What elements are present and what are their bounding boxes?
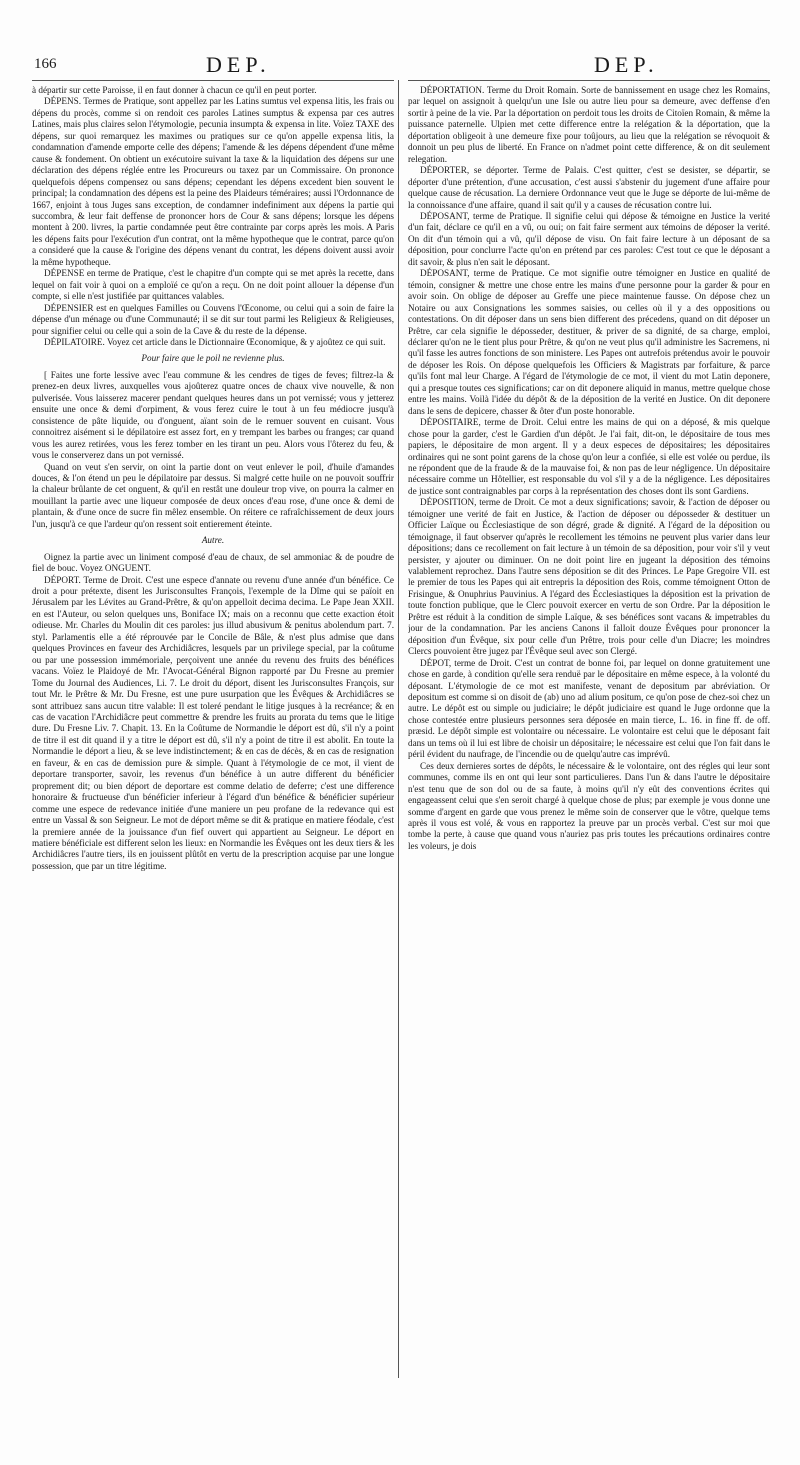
running-head-right: DEP. bbox=[594, 52, 659, 77]
recipe-subheading: Pour faire que le poil ne revienne plus. bbox=[141, 353, 285, 364]
entry-deposant-1: DÉPOSANT, terme de Pratique. Il signifie celui qui dépose & témoigne en Justice la verité d'un fait, déclare ce qu'il en a vû, ou oui; on fait faire serment aux témoins de déposer la verité. On dit d'un témoin qui a vû, qu'il dépose de visu. On fait faire lecture à un déposant de sa déposition, pour conclurre l'acte qu'on en prétend par ces paroles: C'est tout ce que le déposant a dit savoir, & plus n'en sait le déposant. bbox=[408, 210, 770, 267]
header-rule-right bbox=[408, 80, 770, 81]
entry-depilatoire: DÉPILATOIRE. Voyez cet article dans le Dictionnaire Œconomique, & y ajoûtez ce qui suit. bbox=[44, 336, 386, 347]
entry-depot: DÉPOT, terme de Droit. C'est un contrat de bonne foi, par lequel on donne gratuitement une chose en garde, à condition qu'elle sera renduë par le dépositaire en même espece, à la volonté du déposant. L'étymologie de ce mot est manifeste, venant de depositum par abréviation. Or depositum est comme si on disoit de (ab) uno ad alium positum, ce qu'on pose de chez-soi chez un autre. Le dépôt est ou simple ou judiciaire; le dépôt judiciaire est quand le Juge ordonne que la chose contestée entre plusieurs personnes sera déposée en main tierce, L. 16. in fine ff. de off. præsid. Le dépôt simple est volontaire ou nécessaire. Le volontaire est celui que le déposant fait dans un tems où il lui est libre de choisir un dépositaire; le nécessaire est celui que l'on fait dans le péril évident du naufrage, de l'incendie ou de quelqu'autre cas imprévû. bbox=[408, 657, 770, 760]
entry-deport: DÉPORT. Terme de Droit. C'est une espece d'annate ou revenu d'une année d'un bénéfice. Ce droit a pour prétexte, disent les Jurisconsultes François, l'exemple de la Dîme qui se païoit en Jérusalem par les Lévites au Grand-Prêtre, & qu'on appelloit decima decima. Le Pape Jean XXII. en est l'Auteur, ou selon quelques uns, Boniface IX; mais on a reconnu que cette exaction étoit odieuse. Mr. Charles du Moulin dit ces paroles: jus illud abusivum & penitus abolendum part. 7. styl. Parlamentis elle a été réprouvée par le Concile de Bâle, & n'est plus admise que dans quelques Provinces en faveur des Archidiâcres, lesquels par un privilege special, par la coûtume ou par une possession immémoriale, perçoivent une année du revenu des fruits des bénéfices vacans. Voïez le Plaidoyé de Mr. l'Avocat-Général Bignon rapporté par Du Fresne au premier Tome du Journal des Audiences, Li. 7. Le droit du déport, disent les Jurisconsultes François, sur tout Mr. le Prêtre & Mr. Du Fresne, est une pure usurpation que les Évêques & Archidiâcres se sont attribuez sans aucun titre valable: Il est toleré pendant le litige jusques à la recréance; & en cas de vacation l'Archidiâcre peut commettre & prendre les fruits au prorata du tems que le litige dure. Du Fresne Liv. 7. Chapit. 13. En la Coûtume de Normandie le déport est dû, s'il n'y a point de titre il est dit quand il y a titre le déport est dû, s'il n'y a point de titre il est abolit. En toute la Normandie le déport a lieu, & se leve indistinctement; & en cas de décès, & en cas de resignation en faveur, & en cas de demission pure & simple. Quant à l'étymologie de ce mot, il vient de deportare transporter, savoir, les revenus d'un bénéfice à un autre different du bénéficier proprement dit; ou bien déport de deportare est comme delatio de deferre; c'est une difference honoraire & fructueuse d'un bénéficier inferieur à l'égard d'un bénéfice & bénéficier supérieur comme une espece de redevance initiée d'une maniere un peu profane de la redevance qui est entre un Vassal & son Seigneur. Le mot de déport même se dit & pratique en matiere féodale, c'est la premiere année de la jouissance d'un fief ouvert qui appartient au Seigneur. Le déport en matiere bénéficiale est different selon les lieux: en Normandie les Évêques ont les deux tiers & les Archidiâcres l'autre tiers, ils en jouissent plûtôt en vertu de la prescription acquise par une longue possession, que par un titre légitime. bbox=[32, 574, 394, 871]
entry-deportation: DÉPORTATION. Terme du Droit Romain. Sorte de bannissement en usage chez les Romains, par lequel on assignoit à quelqu'un une Isle ou autre lieu pour sa demeure, avec deffense d'en sortir à peine de la vie. Par la déportation on perdoit tous les droits de Citoïen Romain, & même la puissance paternelle. Ulpien met cette difference entre la relégation & la déportation, que la déportation obligeoit à une demeure fixe pour toûjours, au lieu que la relégation se révoquoit & donnoit un peu plus de liberté. En France on n'admet point cette difference, & on dit seulement relegation. bbox=[408, 85, 770, 164]
page-number: 166 bbox=[34, 56, 57, 72]
entry-deporter: DÉPORTER, se déporter. Terme de Palais. C'est quitter, c'est se desister, se départir, se déporter d'une prétention, d'une accusation, c'est aussi s'abstenir du jugement d'une affaire pour quelque cause de récusation. La derniere Ordonnance veut que le Juge se déporte de lui-même de la connoissance d'une affaire, quand il sait qu'il y a causes de récusation contre lui. bbox=[408, 165, 770, 210]
right-column bbox=[408, 80, 770, 1380]
recipe-paragraph-3: Oignez la partie avec un liniment composé d'eau de chaux, de sel ammoniac & de poudre de fiel de bouc. Voyez ONGUENT. bbox=[32, 551, 394, 574]
entry-depens: DÉPENS. Termes de Pratique, sont appellez par les Latins sumtus vel expensa litis, les frais ou dépens du procès, comme si on rendoit ces paroles Latines sumptus & expensa par ces autres Latines, mais plus claires selon l'étymologie, pecunia insumpta & expensa in lite. Voïez TAXE des dépens, sur quoi remarquez les maximes ou pratiques sur ce qu'on appelle expensa litis, la condamnation d'amende emporte celle des dépens; l'amende & les dépens dépendent d'une même cause & fondement. On obtient un exécutoire suivant la taxe & la liquidation des dépens sur une déclaration des dépens réglée entre les Procureurs ou taxez par un Commissaire. On prononce quelquefois dépens compensez ou sans dépens; cependant les dépens excedent bien souvent le principal; la condamnation des dépens est la peine des Plaideurs téméraires; aussi l'Ordonnance de 1667, enjoint à tous Juges sans exception, de condamner indefiniment aux dépens la partie qui succombra, & leur fait deffense de prononcer hors de Cour & sans dépens; lorsque les dépens montent à 200. livres, la partie condamnée peut être contrainte par corps après les mois. A Paris les dépens faits pour l'exécution d'un contrat, ont la même hypotheque que le contrat, parce qu'on a consideré que la cause & l'origine des dépens venant du contrat, les dépens doivent aussi avoir la même hypotheque. bbox=[32, 96, 394, 267]
header-rule-left bbox=[32, 80, 394, 81]
entry-continuation: à départir sur cette Paroisse, il en faut donner à chacun ce qu'il en peut porter. bbox=[32, 85, 317, 95]
page-header bbox=[34, 52, 766, 78]
recipe-paragraph-1: [ Faites une forte lessive avec l'eau commune & les cendres de tiges de feves; filtrez-la & prenez-en deux livres, auxquelles vous ajoûterez quatre onces de chaux vive nouvelle, & non pulverisée. Vous laisserez macerer pendant quelques heures dans un pot vernissé; vous y jetterez ensuite une once & demi d'orpiment, & vous ferez cuire le tout à un feu médiocre jusqu'à consistence de pâte liquide, ou d'onguent, aïant soin de le remuer souvent en cuisant. Vous connoitrez aisément si le dépilatoire est assez fort, en y trempant les barbes ou franges; car quand vous les aurez retirées, vous les ferez tomber en les tirant un peu. Alors vous l'ôterez du feu, & vous le conserverez dans un pot vernissé. bbox=[32, 369, 394, 461]
entry-deposant-2: DÉPOSANT, terme de Pratique. Ce mot signifie outre témoigner en Justice en qualité de témoin, consigner & mettre une chose entre les mains d'une personne pour la garder & pour en avoir soin. On oblige de déposer au Greffe une piece maintenue fausse. On dépose chez un Notaire ou aux Consignations les sommes saisies, ou celles où il y a des oppositions ou contestations. On dit déposer dans un sens bien different des précedens, quand on dit déposer un Prêtre, car cela signifie le déposseder, destituer, & priver de sa dignité, de sa charge, emploi, déclarer qu'on ne le tient plus pour Prêtre, & qu'on ne veut plus qu'il administre les Sacremens, ni qu'il fasse les autres fonctions de son ministere. Les Papes ont autrefois prétendus avoir le pouvoir de déposer les Rois. On dépose quelquefois les Officiers & Magistrats par forfaiture, & parce qu'ils font mal leur Charge. A l'égard de l'étymologie de ce mot, il vient du mot Latin deponere, qui a presque toutes ces significations; car on dit deponere aliquid in manus, mettre quelque chose entre les mains. Voilà l'idée du dépôt & de la déposition de la verité en Justice. On dit deponere dans le sens de depicere, chasser & ôter d'un poste honorable. bbox=[408, 268, 770, 416]
entry-depensier: DÉPENSIER est en quelques Familles ou Couvens l'Œconome, ou celui qui a soin de faire la dépense d'un ménage ou d'une Communauté; il se dit sur tout parmi les Religieux & Religieuses, pour signifier celui ou celle qui a soin de la Cave & du reste de la dépense. bbox=[32, 302, 394, 336]
entry-depense: DÉPENSE en terme de Pratique, c'est le chapitre d'un compte qui se met après la recette, dans lequel on fait voir à quoi on a emploïé ce qu'on a reçu. On ne doit point allouer la dépense d'un compte, si elle n'est justifiée par quittances valables. bbox=[32, 268, 394, 302]
entry-depot-continued: Ces deux dernieres sortes de dépôts, le nécessaire & le volontaire, ont des régles qui leur sont communes, comme ils en ont qui leur sont particulieres. Dans l'un & dans l'autre le dépositaire n'est tenu que de son dol ou de sa faute, à moins qu'il n'y eût des conventions écrites qui engageassent celui que s'en seroit chargé à quelque chose de plus; par exemple je vous donne une somme d'argent en garde que vous prenez le même soin de conserver que le vôtre, quelque tems après il vous est volé, & vous en rapportez la preuve par un procès verbal. C'est sur moi que tombe la perte, à cause que quand vous n'auriez pas pris toutes les précautions ordinaires contre les voleurs, je dois bbox=[408, 760, 770, 851]
recipe-subheading-autre: Autre. bbox=[201, 535, 225, 546]
entry-deposition: DÉPOSITION, terme de Droit. Ce mot a deux significations; savoir, & l'action de déposer ou témoigner une verité de fait en Justice, & l'action de déposer ou déposseder & destituer un Officier Laïque ou Écclesiastique de son dégré, grade & dignité. A l'égard de la déposition ou témoignage, il faut observer qu'après le recollement les témoins ne peuvent plus varier dans leur dépositions; dans ce recollement on fait lecture à un témoin de sa déposition, pour voir s'il y veut persister, y ajouter ou diminuer. On ne doit point lire en jugeant la déposition des témoins valablement reprochez. Dans l'autre sens déposition se dit des Princes. Le Pape Gregoire VII. est le premier de tous les Papes qui ait entrepris la déposition des Rois, comme témoignent Otton de Frisingue, & Onuphrius Pauvinius. A l'égard des Écclesiastiques la déposition est la privation de toute fonction publique, que le Clerc pouvoit exercer en vertu de son Ordre. Par la déposition le Prêtre est réduit à la condition de simple Laïque, & ses bénéfices sont vacans & impetrables du jour de la condamnation. Par les anciens Canons il falloit douze Évêques pour prononcer la déposition d'un Évêque, six pour celle d'un Prêtre, trois pour celle d'un Diacre; les moindres Clercs pouvoient être jugez par l'Évêque seul avec son Clergé. bbox=[408, 497, 770, 657]
left-column bbox=[32, 80, 394, 1380]
running-head-left: DEP. bbox=[206, 52, 271, 77]
entry-depositaire: DÉPOSITAIRE, terme de Droit. Celui entre les mains de qui on a déposé, & mis quelque chose pour la garder, c'est le Gardien d'un dépôt. Je l'ai fait, dit-on, le dépositaire de tous mes papiers, le dépositaire de mon argent. Il y a deux especes de dépositaires; les dépositaires ordinaires qui ne sont point garens de la chose qu'on leur a confiée, si elle est volée ou perdue, ils ne répondent que de la fraude & de la mauvaise foi, & non pas de leur négligence. Un dépositaire nécessaire comme un Hôtellier, est responsable du vol s'il y a de la négligence. Les dépositaires de justice sont contraignables par corps à la représentation des choses dont ils sont Gardiens. bbox=[408, 417, 770, 496]
column-divider bbox=[398, 80, 399, 1378]
recipe-paragraph-2: Quand on veut s'en servir, on oint la partie dont on veut enlever le poil, d'huile d'amandes douces, & l'on étend un peu le dépilatoire par dessus. Si malgré cette huile on ne pouvoit souffrir la chaleur brûlante de cet onguent, & qu'il en restât une douleur trop vive, on pourra la calmer en mouillant la partie avec une liqueur composée de deux onces d'eau rose, d'une once & demi de plantain, & d'une once de sucre fin mêlez ensemble. On réitere ce rafraîchissement de deux jours l'un, jusqu'à ce que l'ardeur qu'on ressent soit entierement éteinte. bbox=[32, 461, 394, 529]
